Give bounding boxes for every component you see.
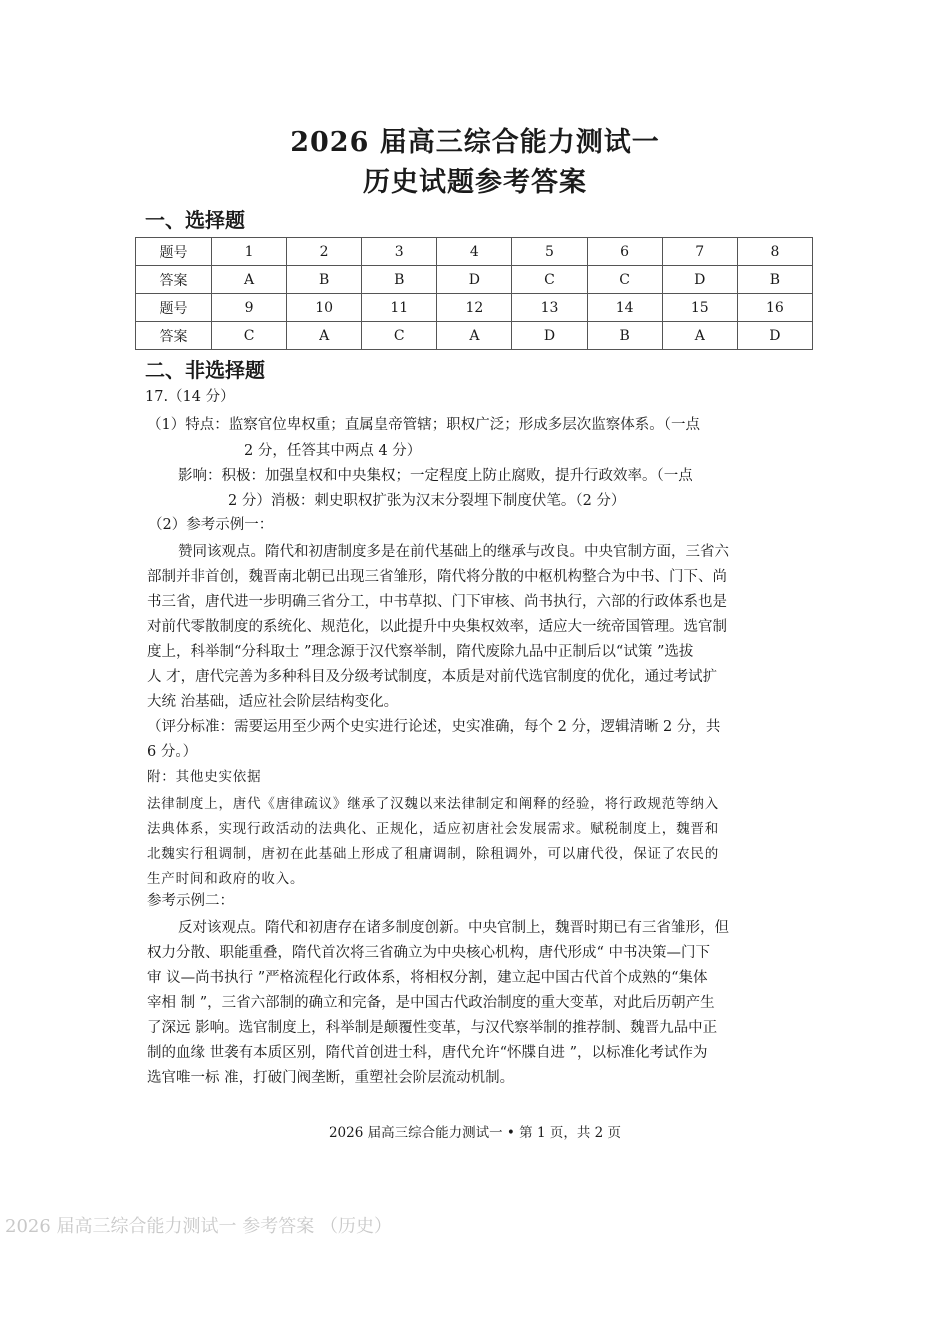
part1-line: 2 分，任答其中两点 4 分） xyxy=(244,443,422,459)
table-row xyxy=(136,238,813,266)
table-cell: 9 xyxy=(212,294,287,322)
example1-line: 部制并非首创，魏晋南北朝已出现三省雏形，隋代将分散的中枢机构整合为中书、门下、尚 xyxy=(147,569,727,585)
table-cell: A xyxy=(437,322,512,350)
table-cell: 8 xyxy=(737,238,812,266)
table-cell: A xyxy=(662,322,737,350)
example2-line: 反对该观点。隋代和初唐存在诸多制度创新。中央官制上，魏晋时期已有三省雏形，但 xyxy=(178,920,729,936)
table-cell: 15 xyxy=(662,294,737,322)
table-cell: B xyxy=(362,266,437,294)
appendix-line: 北魏实行租调制，唐初在此基础上形成了租庸调制，除租调外，可以庸代役，保证了农民的 xyxy=(147,846,719,862)
example1-line: 赞同该观点。隋代和初唐制度多是在前代基础上的继承与改良。中央官制方面，三省六 xyxy=(178,544,729,560)
table-cell: C xyxy=(512,266,587,294)
section-heading-non-choice: 二、非选择题 xyxy=(145,358,265,382)
table-cell: 1 xyxy=(212,238,287,266)
table-cell: 3 xyxy=(362,238,437,266)
example2-line: 审 议—尚书执行 ”严格流程化行政体系，将相权分割，建立起中国古代首个成熟的“集体 xyxy=(147,970,708,986)
table-cell: 13 xyxy=(512,294,587,322)
table-cell: B xyxy=(587,322,662,350)
scoring-line: 6 分。） xyxy=(147,744,198,760)
table-row xyxy=(136,322,813,350)
appendix-line: 法律制度上，唐代《唐律疏议》继承了汉魏以来法律制定和阐释的经验，将行政规范等纳入 xyxy=(147,796,719,812)
table-cell: 2 xyxy=(287,238,362,266)
table-cell: B xyxy=(737,266,812,294)
table-cell: D xyxy=(437,266,512,294)
part1-line: 影响：积极：加强皇权和中央集权；一定程度上防止腐败，提升行政效率。（一点 xyxy=(178,468,693,484)
example2-line: 权力分散、职能重叠，隋代首次将三省确立为中央核心机构，唐代形成“ 中书决策—门下 xyxy=(147,945,711,961)
page-footer: 2026 届高三综合能力测试一 • 第 1 页，共 2 页 xyxy=(328,1125,622,1141)
example2-line: 选官唯一标 准，打破门阀垄断，重塑社会阶层流动机制。 xyxy=(147,1070,515,1086)
table-cell: 14 xyxy=(587,294,662,322)
example1-line: 对前代零散制度的系统化、规范化，以此提升中央集权效率，适应大一统帝国管理。选官制 xyxy=(147,619,727,635)
table-cell: A xyxy=(287,322,362,350)
appendix-line: 生产时间和政府的收入。 xyxy=(147,871,305,887)
table-cell: D xyxy=(662,266,737,294)
table-cell: B xyxy=(287,266,362,294)
table-cell: 6 xyxy=(587,238,662,266)
document-title: 2026 届高三综合能力测试一 xyxy=(290,127,660,158)
example1-line: 度上，科举制“分科取士 ”理念源于汉代察举制，隋代废除九品中正制后以“试策 ”选拔 xyxy=(147,644,694,660)
table-cell: 12 xyxy=(437,294,512,322)
table-cell: 16 xyxy=(737,294,812,322)
question-17-header: 17.（14 分） xyxy=(145,389,235,405)
answer-table xyxy=(135,237,813,350)
table-cell: C xyxy=(362,322,437,350)
appendix-line: 法典体系，实现行政活动的法典化、正规化，适应初唐社会发展需求。赋税制度上，魏晋和 xyxy=(147,821,719,837)
example1-line: 大统 治基础，适应社会阶层结构变化。 xyxy=(147,694,399,710)
table-cell: C xyxy=(212,322,287,350)
part1-line: 2 分）消极：刺史职权扩张为汉末分裂埋下制度伏笔。（2 分） xyxy=(228,493,626,509)
watermark: 2026 届高三综合能力测试一 参考答案 （历史） xyxy=(5,1216,392,1237)
section-heading-choice: 一、选择题 xyxy=(145,208,245,232)
row-label: 答案 xyxy=(136,322,212,350)
example2-line: 宰相 制 ”，三省六部制的确立和完备，是中国古代政治制度的重大变革，对此后历朝产生 xyxy=(147,995,715,1011)
scoring-line: （评分标准：需要运用至少两个史实进行论述，史实准确，每个 2 分，逻辑清晰 2 分，共 xyxy=(147,719,721,735)
example2-header: 参考示例二： xyxy=(147,893,234,909)
table-cell: 4 xyxy=(437,238,512,266)
table-cell: 5 xyxy=(512,238,587,266)
table-cell: 10 xyxy=(287,294,362,322)
row-label: 答案 xyxy=(136,266,212,294)
part1-line: （1）特点：监察官位卑权重；直属皇帝管辖；职权广泛；形成多层次监察体系。（一点 xyxy=(147,417,700,433)
table-cell: D xyxy=(737,322,812,350)
example1-line: 书三省，唐代进一步明确三省分工，中书草拟、门下审核、尚书执行，六部的行政体系也是 xyxy=(147,594,727,610)
part2-header: （2）参考示例一： xyxy=(148,517,274,533)
example2-line: 了深远 影响。选官制度上，科举制是颠覆性变革，与汉代察举制的推荐制、魏晋九品中正 xyxy=(147,1020,718,1036)
example1-line: 人 才，唐代完善为多种科目及分级考试制度，本质是对前代选官制度的优化，通过考试扩 xyxy=(147,669,718,685)
row-label: 题号 xyxy=(136,238,212,266)
document-subtitle: 历史试题参考答案 xyxy=(363,167,587,198)
table-cell: 11 xyxy=(362,294,437,322)
table-row xyxy=(136,294,813,322)
table-cell: C xyxy=(587,266,662,294)
example2-line: 制的血缘 世袭有本质区别，隋代首创进士科，唐代允许“怀牒自进 ”，以标准化考试作为 xyxy=(147,1045,708,1061)
table-cell: A xyxy=(212,266,287,294)
table-row xyxy=(136,266,813,294)
table-cell: 7 xyxy=(662,238,737,266)
row-label: 题号 xyxy=(136,294,212,322)
table-cell: D xyxy=(512,322,587,350)
appendix-header: 附：其他史实依据 xyxy=(147,769,262,785)
